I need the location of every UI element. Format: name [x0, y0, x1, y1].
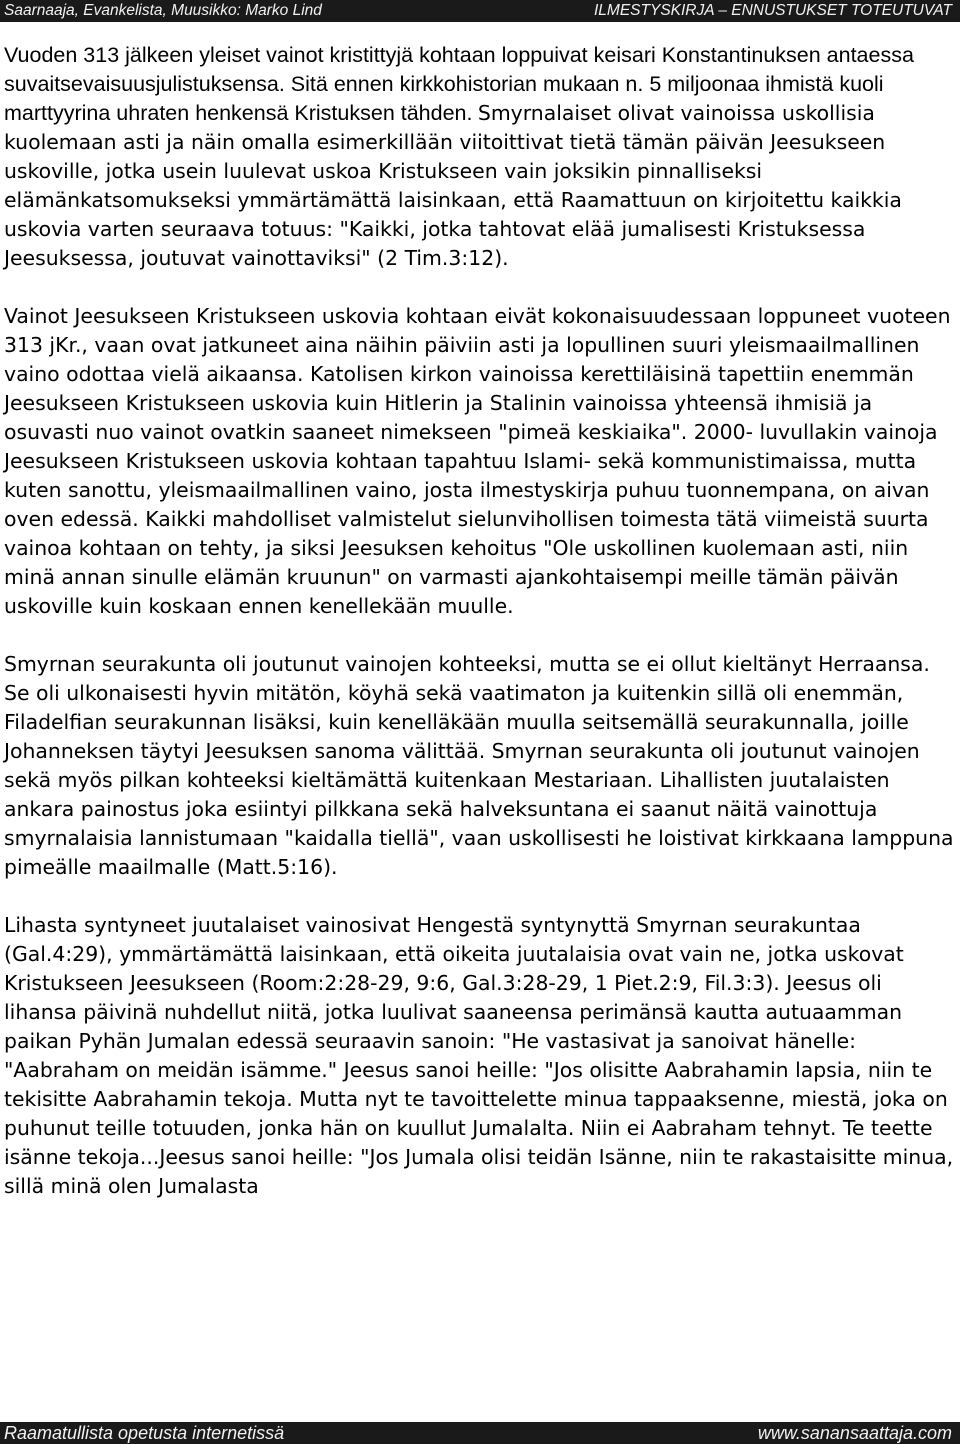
footer-website: www.sanansaattaja.com: [757, 1422, 952, 1443]
paragraph-1-rest: Smyrnalaiset olivat vainoissa uskollisia kuolemaan asti ja näin omalla esimerkillään viitoittivat tietä tämän päivän Jeesukseen uskoville, jotka usein luulevat uskoa Kristukseen vain joksikin pinnalliseksi elämänkatsomukseksi ymmärtämättä laisinkaan, että Raamattuun on kirjoitettu kaikkia uskovia varten seuraava totuus: "Kaikki, jotka tahtovat elää jumalisesti Kristuksessa Jeesuksessa, joutuvat vainottaviksi" (2 Tim.3:12).: [4, 101, 902, 270]
page-header: [0, 0, 960, 22]
page-footer: [0, 1422, 960, 1444]
document-body: [4, 41, 956, 1201]
header-book-title: ILMESTYSKIRJA – ENNUSTUKSET TOTEUTUVAT: [594, 2, 952, 19]
paragraph-4: Lihasta syntyneet juutalaiset vainosivat Hengestä syntynyttä Smyrnan seurakuntaa (Gal.4:29), ymmärtämättä laisinkaan, että oikeita juutalaisia ovat vain ne, jotka uskovat Kristukseen Jeesukseen (Room:2:28-29, 9:6, Gal.3:28-29, 1 Piet.2:9, Fil.3:3). Jeesus oli lihansa päivinä nuhdellut niitä, jotka luulivat saaneensa perimänsä kautta autuaamman paikan Pyhän Jumalan edessä seuraavin sanoin: "He vastasivat ja sanoivat hänelle: "Aabraham on meidän isämme." Jeesus sanoi heille: "Jos olisitte Aabrahamin lapsia, niin te tekisitte Aabrahamin tekoja. Mutta nyt te tavoittelette minua tappaaksenne, miestä, joka on puhunut teille totuuden, jonka hän on kuullut Jumalalta. Niin ei Aabraham tehnyt. Te teette isänne tekoja...Jeesus sanoi heille: "Jos Jumala olisi teidän Isänne, niin te rakastaisitte minua, sillä minä olen Jumalasta: [4, 913, 954, 1198]
paragraph-3: Smyrnan seurakunta oli joutunut vainojen kohteeksi, mutta se ei ollut kieltänyt Herraansa. Se oli ulkonaisesti hyvin mitätön, köyhä sekä vaatimaton ja kuitenkin sillä oli enemmän, Filadelfian seurakunnan lisäksi, kuin kenelläkään muulla seitsemällä seurakunnalla, joille Johanneksen täytyi Jeesuksen sanoma välittää. Smyrnan seurakunta oli joutunut vainojen sekä myös pilkan kohteeksi kieltämättä kuitenkaan Mestariaan. Lihallisten juutalaisten ankara painostus joka esiintyi pilkkana sekä halveksuntana ei saanut näitä vainottuja smyrnalaisia lannistumaan "kaidalla tiellä", vaan uskollisesti he loistivat kirkkaana lamppuna pimeälle maailmalle (Matt.5:16).: [4, 652, 954, 879]
paragraph-2: Vainot Jeesukseen Kristukseen uskovia kohtaan eivät kokonaisuudessaan loppuneet vuoteen 313 jKr., vaan ovat jatkuneet aina näihin päiviin asti ja lopullinen suuri yleismaailmallinen vaino odottaa vielä aikaansa. Katolisen kirkon vainoissa kerettiläisinä tapettiin enemmän Jeesukseen Kristukseen uskovia kuin Hitlerin ja Stalinin vainoissa yhteensä ihmisiä ja osuvasti nuo vainot ovatkin saaneet nimekseen "pimeä keskiaika". 2000- luvullakin vainoja Jeesukseen Kristukseen uskovia kohtaan tapahtuu Islami- sekä kommunistimaissa, mutta kuten sanottu, yleismaailmallinen vaino, josta ilmestyskirja puhuu tuonnempana, on aivan oven edessä. Kaikki mahdolliset valmistelut sielunvihollisen toimesta tätä viimeistä suurta vainoa kohtaan on tehty, ja siksi Jeesuksen kehoitus "Ole uskollinen kuolemaan asti, niin minä annan sinulle elämän kruunun" on varmasti ajankohtaisempi meille tämän päivän uskoville kuin koskaan ennen kenellekään muulle.: [4, 304, 951, 618]
footer-tagline: Raamatullista opetusta internetissä: [4, 1422, 285, 1443]
header-author: Saarnaaja, Evankelista, Muusikko: Marko Lind: [4, 2, 322, 19]
paragraph-1-lead: Vuoden 313 jälkeen yleiset vainot kristittyjä kohtaan loppuivat keisari Konstantinuksen antaessa suvaitsevaisuusjulistuksensa. Sitä ennen kirkkohistorian mukaan n. 5 miljoonaa ihmistä kuoli marttyyrina uhraten henkensä Kristuksen tähden.: [4, 43, 914, 125]
paragraph-1: [4, 41, 956, 273]
